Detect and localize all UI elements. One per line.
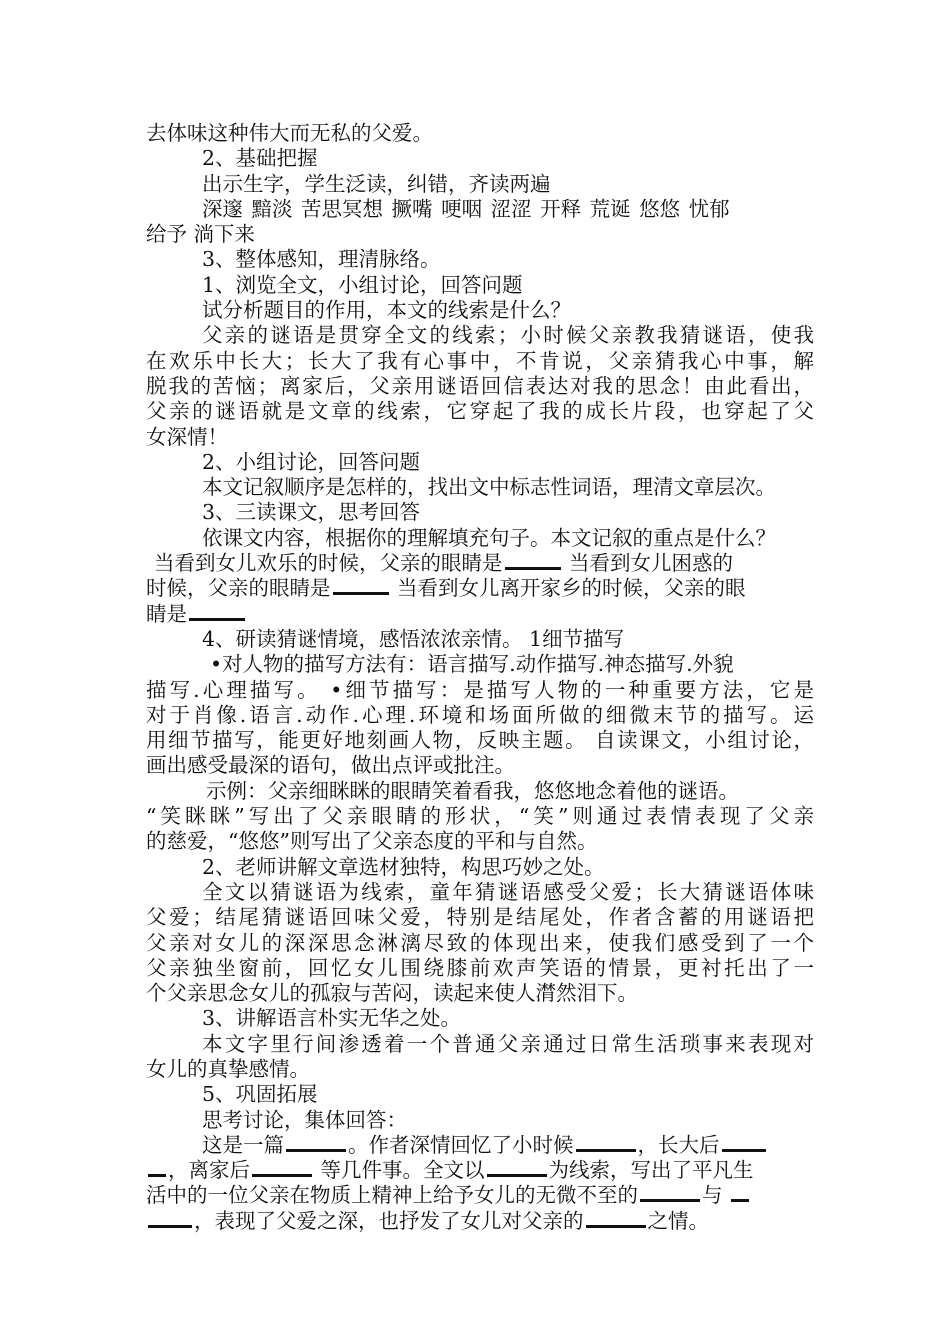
fill-text: 。作者深情回忆了小时候 bbox=[348, 1132, 574, 1157]
text-line: 出示生字，学生泛读，纠错，齐读两遍 bbox=[202, 171, 551, 196]
answer-blank[interactable] bbox=[576, 1133, 636, 1152]
question-line: 依课文内容，根据你的理解填充句子。本文记叙的重点是什么？ bbox=[202, 525, 776, 550]
fill-text: 当看到女儿欢乐的时候，父亲的眼睛是 bbox=[154, 551, 503, 576]
text-line: 父亲独坐窗前，回忆女儿围绕膝前欢声笑语的情景，更衬托出了一 bbox=[146, 955, 814, 980]
text-line: 画出感受最深的语句，做出点评或批注。 bbox=[146, 753, 515, 778]
fill-text: ，离家后 bbox=[168, 1158, 250, 1183]
fill-blank-line bbox=[146, 576, 814, 601]
text-line: 女深情！ bbox=[146, 424, 228, 449]
section-heading: 4、研读猜谜情境，感悟浓浓亲情。 1细节描写 bbox=[202, 626, 625, 651]
answer-blank[interactable] bbox=[148, 1158, 166, 1177]
text-line: 本文字里行间渗透着一个普通父亲通过日常生活琐事来表现对 bbox=[202, 1031, 814, 1056]
answer-blank[interactable] bbox=[487, 1158, 547, 1177]
answer-blank[interactable] bbox=[586, 1209, 646, 1228]
section-heading: 2、老师讲解文章选材独特，构思巧妙之处。 bbox=[202, 854, 605, 879]
fill-blank-line bbox=[146, 1183, 814, 1208]
section-heading: 2、基础把握 bbox=[202, 146, 318, 171]
text-line: 对于肖像.语言.动作.心理.环境和场面所做的细微末节的描写。运 bbox=[146, 702, 814, 727]
fill-blank-line bbox=[146, 1209, 814, 1234]
text-line: •对人物的描写方法有：语言描写.动作描写.神态描写.外貌 bbox=[210, 652, 734, 677]
answer-blank[interactable] bbox=[640, 1183, 700, 1202]
answer-blank[interactable] bbox=[148, 1209, 192, 1228]
vocab-line: 深邃 黯淡 苦思冥想 撅嘴 哽咽 涩涩 开释 荒诞 悠悠 忧郁 bbox=[202, 196, 730, 221]
text-line: 父爱；结尾猜谜语回味父爱，特别是结尾处，作者含蓄的用谜语把 bbox=[146, 905, 814, 930]
fill-text: 睛是 bbox=[146, 601, 187, 626]
answer-blank[interactable] bbox=[286, 1133, 346, 1152]
section-heading: 3、讲解语言朴实无华之处。 bbox=[202, 1006, 462, 1031]
section-heading: 3、三读课文，思考回答 bbox=[202, 500, 421, 525]
text-line: “笑眯眯”写出了父亲眼睛的形状，“笑”则通过表情表现了父亲 bbox=[146, 804, 814, 829]
example-line: 示例：父亲细眯眯的眼睛笑着看我，悠悠地念着他的谜语。 bbox=[206, 778, 739, 803]
text-line: 描写.心理描写。 •细节描写：是描写人物的一种重要方法，它是 bbox=[146, 677, 814, 702]
fill-blank-line bbox=[146, 1133, 814, 1158]
fill-text: 当看到女儿困惑的 bbox=[569, 551, 734, 576]
fill-text: 之情。 bbox=[647, 1208, 709, 1233]
fill-text: 活中的一位父亲在物质上精神上给予女儿的无微不至的 bbox=[146, 1183, 638, 1208]
section-heading: 3、整体感知，理清脉络。 bbox=[202, 247, 441, 272]
fill-text: ，表现了父爱之深，也抒发了女儿对父亲的 bbox=[194, 1208, 584, 1233]
text-line: 思考讨论，集体回答： bbox=[202, 1107, 407, 1132]
section-heading: 5、巩固拓展 bbox=[202, 1082, 318, 1107]
fill-blank-line bbox=[146, 602, 814, 627]
answer-blank[interactable] bbox=[189, 602, 245, 621]
answer-blank[interactable] bbox=[252, 1158, 312, 1177]
text-line: 在欢乐中长大；长大了我有心事中，不肯说，父亲猜我心中事，解 bbox=[146, 348, 814, 373]
fill-text: 与 bbox=[702, 1183, 730, 1208]
text-line: 父亲对女儿的深深思念淋漓尽致的体现出来，使我们感受到了一个 bbox=[146, 930, 814, 955]
text-line: 本文记叙顺序是怎样的，找出文中标志性词语，理清文章层次。 bbox=[202, 475, 776, 500]
fill-text: 这是一篇 bbox=[202, 1132, 284, 1157]
answer-blank[interactable] bbox=[505, 551, 561, 570]
fill-text: 当看到女儿离开家乡的时候，父亲的眼 bbox=[397, 576, 746, 601]
answer-blank[interactable] bbox=[333, 576, 389, 595]
document-body bbox=[146, 121, 814, 1234]
text-line: 父亲的谜语就是文章的线索，它穿起了我的成长片段，也穿起了父 bbox=[146, 399, 814, 424]
section-heading: 2、小组讨论，回答问题 bbox=[202, 449, 421, 474]
text-line: 脱我的苦恼；离家后，父亲用谜语回信表达对我的思念！由此看出， bbox=[146, 373, 814, 398]
text-line: 全文以猜谜语为线索，童年猜谜语感受父爱；长大猜谜语体味 bbox=[202, 879, 814, 904]
text-line: 的慈爱，“悠悠”则写出了父亲态度的平和与自然。 bbox=[146, 829, 598, 854]
fill-blank-line bbox=[146, 1158, 814, 1183]
fill-text: 等几件事。全文以 bbox=[314, 1158, 485, 1183]
fill-text: 时候，父亲的眼睛是 bbox=[146, 576, 331, 601]
answer-blank[interactable] bbox=[722, 1133, 766, 1152]
fill-blank-line bbox=[146, 551, 814, 576]
text-line: 父亲的谜语是贯穿全文的线索；小时候父亲教我猜谜语，使我 bbox=[202, 323, 814, 348]
fill-text: 为线索，写出了平凡生 bbox=[548, 1158, 754, 1183]
text-line: 用细节描写，能更好地刻画人物，反映主题。 自读课文，小组讨论， bbox=[146, 728, 814, 753]
text-line: 女儿的真挚感情。 bbox=[146, 1056, 310, 1081]
text-line: 个父亲思念女儿的孤寂与苦闷，读起来使人潸然泪下。 bbox=[146, 981, 638, 1006]
answer-blank[interactable] bbox=[731, 1183, 749, 1202]
text-line: 去体味这种伟大而无私的父爱。 bbox=[146, 121, 433, 145]
question-line: 试分析题目的作用，本文的线索是什么？ bbox=[202, 298, 571, 323]
section-heading: 1、浏览全文，小组讨论，回答问题 bbox=[202, 272, 523, 297]
vocab-line: 给予 淌下来 bbox=[146, 222, 256, 247]
fill-text: ，长大后 bbox=[637, 1132, 720, 1157]
